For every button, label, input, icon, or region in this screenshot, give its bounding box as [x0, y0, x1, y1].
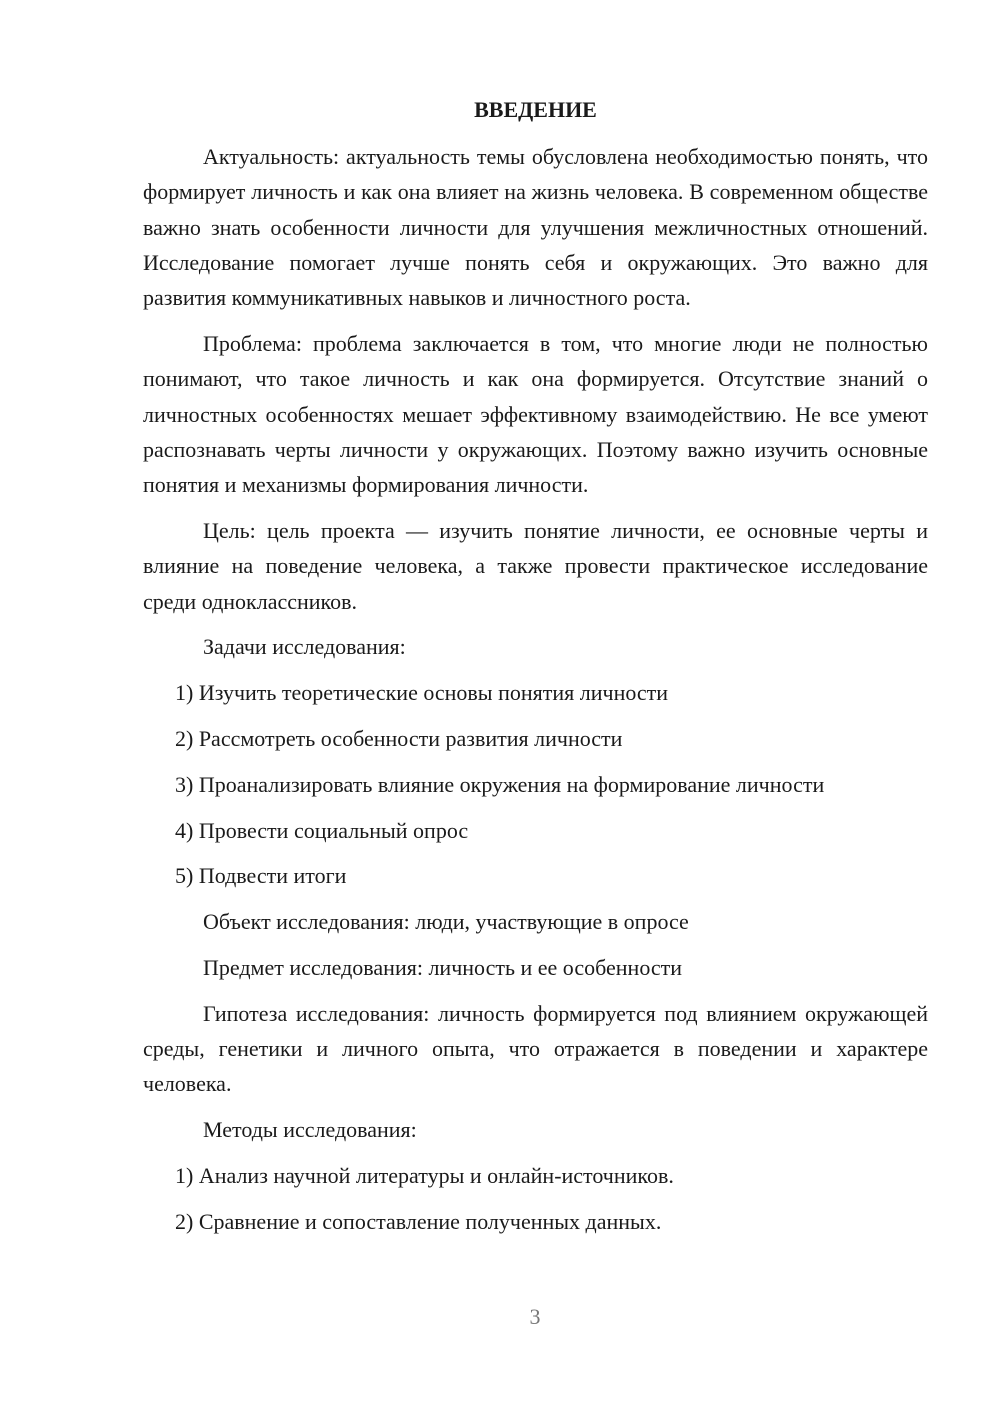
- method-item: 2) Сравнение и сопоставление полученных данных.: [175, 1208, 662, 1234]
- task-item: 2) Рассмотреть особенности развития личности: [175, 725, 623, 751]
- section-title: ВВЕДЕНИЕ: [474, 97, 597, 122]
- method-item: 1) Анализ научной литературы и онлайн-источников.: [175, 1162, 674, 1188]
- relevance-paragraph: Актуальность: актуальность темы обусловлена необходимостью понять, что формирует личность и как она влияет на жизнь человека. В современном обществе важно знать особенности личности для улучшения межличностных отношений. Исследование помогает лучше понять себя и окружающих. Это важно для развития коммуникативных навыков и личностного роста.: [143, 144, 928, 311]
- hypothesis-paragraph: Гипотеза исследования: личность формируется под влиянием окружающей среды, генетики и личного опыта, что отражается в поведении и характере человека.: [143, 1000, 928, 1097]
- task-item: 4) Провести социальный опрос: [175, 817, 469, 843]
- tasks-heading: Задачи исследования:: [203, 634, 406, 660]
- goal-paragraph: Цель: цель проекта — изучить понятие личности, ее основные черты и влияние на поведение человека, а также провести практическое исследование среди одноклассников.: [143, 517, 928, 614]
- problem-paragraph: Проблема: проблема заключается в том, что многие люди не полностью понимают, что такое личность и как она формируется. Отсутствие знаний о личностных особенностях мешает эффективному взаимодействию. Не все умеют распознавать черты личности у окружающих. Поэтому важно изучить основные понятия и механизмы формирования личности.: [143, 330, 928, 498]
- page-number: 3: [529, 1304, 541, 1329]
- subject-paragraph: Предмет исследования: личность и ее особенности: [203, 954, 683, 980]
- task-item: 3) Проанализировать влияние окружения на формирование личности: [175, 771, 825, 797]
- task-item: 1) Изучить теоретические основы понятия личности: [175, 680, 669, 706]
- document-page: [143, 95, 928, 1250]
- methods-heading: Методы исследования:: [203, 1117, 417, 1143]
- task-item: 5) Подвести итоги: [175, 863, 347, 889]
- object-paragraph: Объект исследования: люди, участвующие в опросе: [203, 909, 689, 935]
